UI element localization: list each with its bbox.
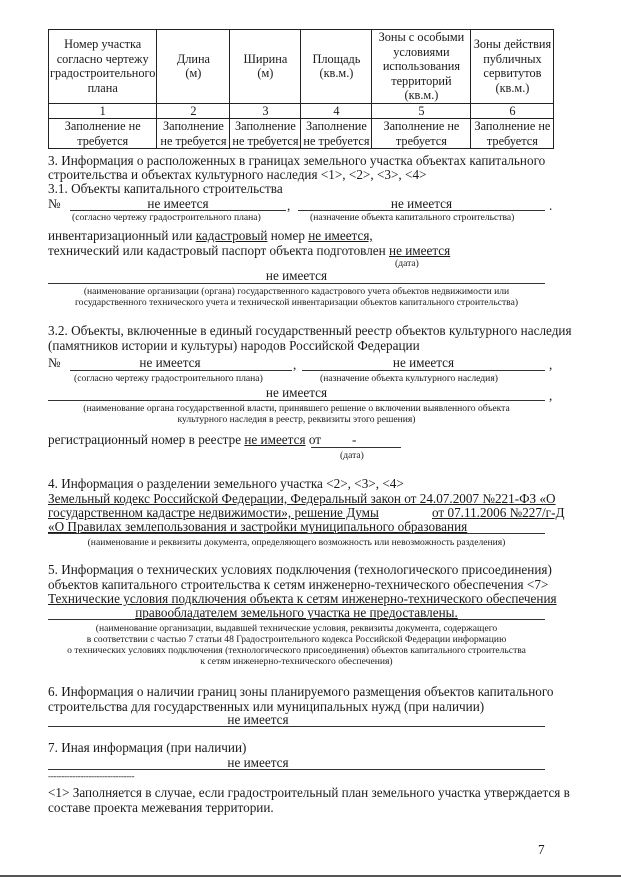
registry-number-value: не имеется	[244, 432, 306, 447]
section6-value: не имеется	[227, 712, 289, 727]
footnote-line2: составе проекта межевания территории.	[48, 800, 274, 815]
number-word: номер	[270, 228, 305, 243]
section6-title-line1: 6. Информация о наличии границ зоны планируемого размещения объектов капитального	[48, 684, 554, 699]
header-text: Номер участка	[64, 37, 142, 52]
section5-caption-line1: (наименование организации, выдавшей технические условия, реквизиты документа, содержащего	[95, 623, 498, 634]
section3-title-line2: строительства и объектах культурного наследия <1>, <2>, <3>, <4>	[48, 167, 427, 182]
header-text: условиями	[393, 44, 450, 59]
table-cell	[157, 119, 230, 149]
passport-line	[48, 243, 450, 258]
field-underline	[302, 370, 545, 371]
table-row	[49, 119, 554, 149]
header-text: Зоны с особыми	[378, 30, 465, 44]
header-text: сервитутов	[483, 66, 542, 81]
header-text: использования	[382, 59, 461, 73]
date-underline	[311, 447, 401, 448]
scan-edge	[0, 875, 621, 877]
inventory-number-line	[48, 228, 373, 243]
header-text: (кв.м.)	[319, 66, 354, 81]
header-text: плана	[87, 80, 118, 95]
registry-line	[48, 432, 321, 447]
column-number: 6	[471, 103, 554, 119]
caption-object-purpose: (назначение объекта капитального строительства)	[310, 212, 515, 223]
header-text: Ширина	[243, 51, 288, 66]
header-text: (м)	[185, 66, 202, 81]
cell-text: не требуется	[160, 133, 227, 148]
header-area	[301, 30, 372, 104]
field-underline	[48, 283, 545, 284]
cell-text: Заполнение	[235, 119, 296, 133]
date-caption: (дата)	[340, 450, 364, 461]
caption-state-organ-line1: (наименование органа государственной власти, принявшего решение о включении выявленного объекта	[83, 403, 510, 414]
caption-organ-line2: государственного технического учета и технической инвентаризации объектов капитального строительства)	[74, 297, 519, 308]
caption-drawing-number: (согласно чертежу градостроительного плана)	[72, 212, 261, 223]
column-number: 3	[230, 103, 301, 119]
cell-text: Заполнение не	[474, 119, 551, 133]
header-text: Длина	[176, 51, 210, 66]
cadastral-organ-value: не имеется	[265, 268, 328, 283]
section4-doc-line2-left: государственном кадастре недвижимости», решение Думы	[48, 505, 379, 520]
table-cell	[301, 119, 372, 149]
column-number: 5	[372, 103, 471, 119]
field-underline	[48, 533, 545, 534]
section32-title-line2: (памятников истории и культуры) народов Российской Федерации	[48, 338, 420, 353]
cell-text: Заполнение не	[383, 119, 460, 133]
header-length	[157, 30, 230, 104]
date-caption: (дата)	[395, 258, 419, 269]
cell-text: Заполнение не	[64, 119, 141, 133]
comma: ,	[287, 198, 291, 213]
object-purpose-value: не имеется	[390, 196, 453, 211]
field-underline	[48, 726, 545, 727]
section4-doc-line1: Земельный кодекс Российской Федерации, Федеральный закон от 24.07.2007 №221-ФЗ «О	[48, 491, 556, 506]
caption-drawing-number: (согласно чертежу градостроительного плана)	[74, 373, 263, 384]
cell-text: не требуется	[232, 133, 299, 148]
section4-doc-line2-right: от 07.11.2006 №227/г-Д	[432, 505, 565, 520]
comma: ,	[549, 357, 553, 372]
state-organ-value: не имеется	[265, 385, 328, 400]
cell-text: требуется	[486, 133, 538, 148]
column-number: 4	[301, 103, 372, 119]
table-cell	[49, 119, 157, 149]
heritage-number-value: не имеется	[139, 355, 201, 370]
cadastral-word: кадастровый	[195, 228, 268, 243]
section5-value-line1: Технические условия подключения объекта к сетям инженерно-технического обеспечения	[48, 591, 557, 606]
inventory-number-value: не имеется,	[308, 228, 373, 243]
table-cell	[230, 119, 301, 149]
from-word: от	[308, 432, 321, 447]
comma: ,	[549, 388, 553, 403]
section5-caption-line3: о технических условиях подключения (технологического присоединения) объектов капитального строительства	[67, 645, 526, 656]
field-underline	[48, 400, 545, 401]
header-plot-number	[49, 30, 157, 104]
field-underline	[48, 769, 545, 770]
header-text: (м)	[257, 66, 274, 81]
section31-title: 3.1. Объекты капитального строительства	[48, 181, 283, 196]
inventory-prefix: инвентаризационный или	[48, 228, 193, 243]
column-number: 1	[49, 103, 157, 119]
column-number: 2	[157, 103, 230, 119]
cell-text: требуется	[77, 133, 129, 148]
header-width	[230, 30, 301, 104]
section5-title-line2: объектов капитального строительства к сетям инженерно-технического обеспечения <7>	[48, 577, 549, 592]
passport-prefix: технический или кадастровый паспорт объекта подготовлен	[48, 243, 386, 258]
header-text: градостроительного	[50, 66, 156, 81]
passport-value: не имеется	[389, 243, 451, 258]
caption-state-organ-line2: культурного наследия в реестр, реквизиты этого решения)	[177, 414, 416, 425]
section5-caption-line2: в соответствии с частью 7 статьи 48 Градостроительного кодекса Российской Федерации информацию	[86, 634, 507, 645]
section6-title-line2: строительства для государственных или муниципальных нужд (при наличии)	[48, 699, 485, 714]
section4-title: 4. Информация о разделении земельного участка <2>, <3>, <4>	[48, 476, 404, 491]
section7-title: 7. Иная информация (при наличии)	[48, 740, 247, 755]
section4-doc-line3: «О Правилах землепользования и застройки муниципального образования	[48, 519, 468, 534]
period: .	[549, 198, 553, 213]
section32-title-line1: 3.2. Объекты, включенные в единый государственный реестр объектов культурного наследия	[48, 323, 572, 338]
table-number-row	[49, 103, 554, 119]
cell-text: требуется	[395, 133, 447, 148]
section7-value: не имеется	[227, 755, 289, 770]
table-cell	[471, 119, 554, 149]
header-servitude-zones	[471, 30, 554, 104]
date-value: -	[352, 432, 357, 447]
footnote-line1: <1> Заполняется в случае, если градостроительный план земельного участка утверждается в	[48, 785, 570, 800]
section5-title-line1: 5. Информация о технических условиях подключения (технологического присоединения)	[48, 562, 552, 577]
table-cell	[372, 119, 471, 149]
section3-title-line1: 3. Информация о расположенных в границах земельного участка объектах капитального	[48, 153, 546, 168]
comma: ,	[293, 357, 297, 372]
caption-organ-line1: (наименование организации (органа) государственного кадастрового учета объектов недвижимости или	[83, 286, 510, 297]
header-text: Площадь	[312, 51, 361, 66]
header-text: согласно чертежу	[56, 51, 149, 66]
page-number: 7	[538, 842, 545, 857]
section5-value-line2: правообладателем земельного участка не предоставлены.	[135, 605, 458, 620]
footnote-separator: --------------------------------	[48, 771, 135, 781]
field-underline	[70, 370, 292, 371]
number-sign: №	[48, 196, 61, 211]
header-special-zones	[372, 30, 471, 104]
heritage-purpose-value: не имеется	[392, 355, 455, 370]
caption-heritage-purpose: (назначение объекта культурного наследия)	[320, 373, 498, 384]
land-plot-table	[48, 29, 554, 149]
section4-caption: (наименование и реквизиты документа, определяющего возможность или невозможность разделения)	[87, 537, 506, 548]
header-text: территорий (кв.м.)	[391, 73, 452, 102]
registry-prefix: регистрационный номер в реестре	[48, 432, 242, 447]
header-text: (кв.м.)	[495, 80, 530, 95]
header-text: Зоны действия	[473, 37, 552, 52]
number-sign: №	[48, 355, 61, 370]
cell-text: Заполнение	[306, 119, 367, 133]
section5-caption-line4: к сетям инженерно-технического обеспечения)	[200, 656, 393, 667]
object-number-value: не имеется	[147, 196, 209, 211]
table-header-row	[49, 30, 554, 104]
field-underline	[48, 619, 545, 620]
cell-text: Заполнение	[163, 119, 224, 133]
cell-text: не требуется	[303, 133, 370, 148]
header-text: публичных	[483, 51, 542, 66]
